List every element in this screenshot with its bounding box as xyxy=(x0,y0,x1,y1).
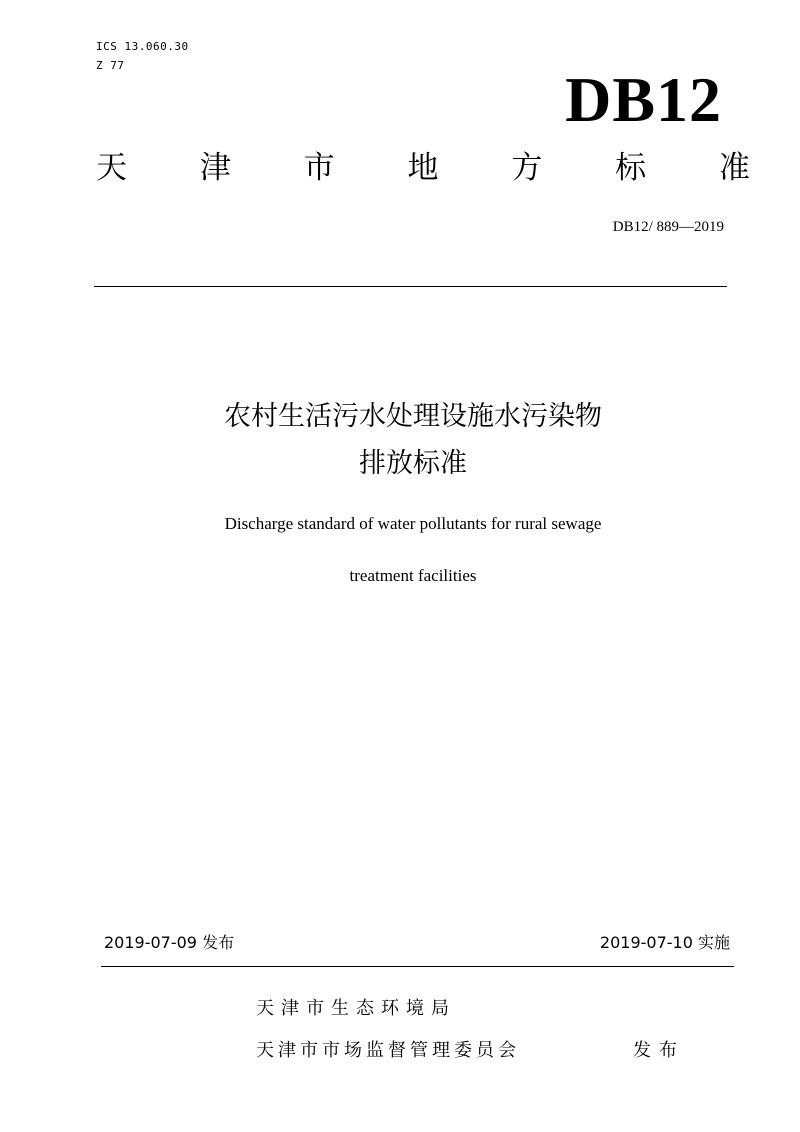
issue-date: 2019-07-09 发布 xyxy=(104,933,235,952)
standard-type-char: 地 xyxy=(407,150,439,186)
standard-number: DB12/ 889—2019 xyxy=(612,219,724,235)
implement-date: 2019-07-10 实施 xyxy=(599,933,730,952)
standard-type-char: 准 xyxy=(718,150,750,186)
standard-logo: DB12 xyxy=(565,64,722,135)
standard-type-char: 津 xyxy=(199,150,231,186)
standard-type-heading xyxy=(96,150,750,186)
footer-divider xyxy=(101,966,734,967)
issue-action: 发布 xyxy=(633,1040,685,1061)
ccs-code: Z 77 xyxy=(96,59,125,72)
title-cn-line2: 排放标准 xyxy=(359,448,467,479)
standard-type-char: 天 xyxy=(96,150,127,186)
ics-code: ICS 13.060.30 xyxy=(96,40,189,53)
header-divider xyxy=(94,286,727,287)
standard-type-char: 方 xyxy=(511,150,543,186)
issuer-market-regulation-commission: 天津市市场监督管理委员会 xyxy=(256,1040,520,1061)
standard-type-char: 市 xyxy=(303,150,335,186)
issuer-environment-bureau: 天津市生态环境局 xyxy=(256,998,456,1019)
title-cn-line1: 农村生活污水处理设施水污染物 xyxy=(224,401,602,432)
title-en-line2: treatment facilities xyxy=(349,566,477,585)
title-en-line1: Discharge standard of water pollutants for rural sewage xyxy=(224,514,602,533)
standard-type-char: 标 xyxy=(615,150,647,186)
